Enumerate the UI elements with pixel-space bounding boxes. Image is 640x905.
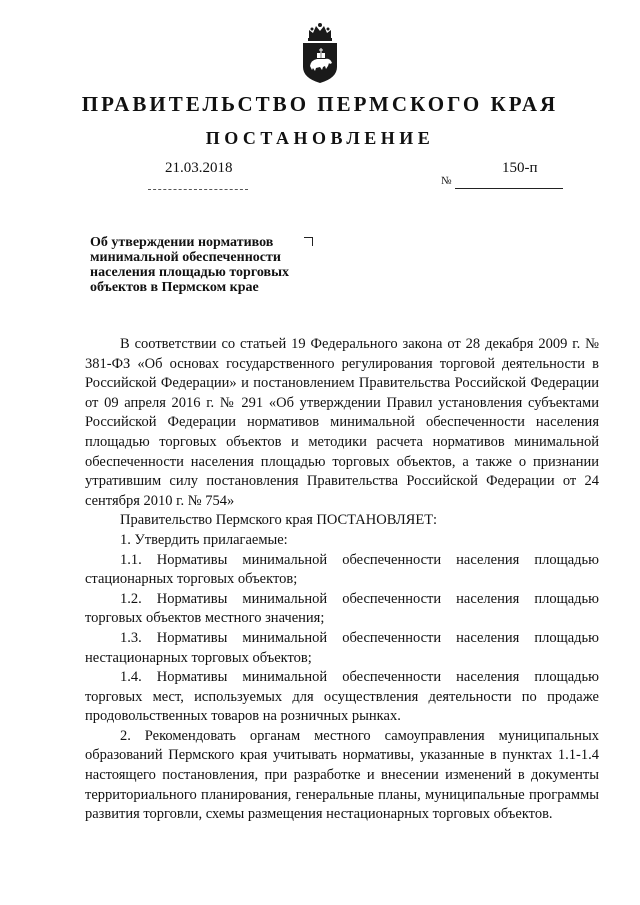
subject-line: Об утверждении нормативов — [90, 235, 274, 250]
document-subject — [90, 235, 320, 295]
subject-line: минимальной обеспеченности — [90, 250, 281, 265]
body-paragraph: 2. Рекомендовать органам местного самоуправления муниципальных образований Пермского края учитывать нормативы, указанные в пунктах 1.1-1.4 настоящего постановления, при разработке и внесении изменений в документы территориального планирования, генеральные планы, муниципальные программы развития торговли, схемы размещения нестационарных торговых объектов. — [85, 727, 599, 823]
body-paragraph: 1.1. Нормативы минимальной обеспеченности населения площадью стационарных торговых объектов; — [85, 551, 599, 588]
number-sign: № — [441, 175, 452, 187]
body-paragraph: 1.2. Нормативы минимальной обеспеченности населения площадью торговых объектов местного значения; — [85, 590, 599, 627]
document-number: 150-п — [502, 160, 538, 176]
body-paragraph: 1.4. Нормативы минимальной обеспеченности населения площадью торговых мест, используемых для осуществления деятельности по продаже продовольственных товаров на розничных рынках. — [85, 669, 599, 725]
subject-line: населения площадью торговых — [90, 265, 289, 280]
number-underline — [455, 188, 563, 189]
document-body — [85, 335, 599, 825]
document-type-heading: ПОСТАНОВЛЕНИЕ — [205, 128, 435, 148]
subject-corner-mark — [304, 237, 313, 246]
subject-line: объектов в Пермском крае — [90, 280, 259, 295]
body-paragraph: Правительство Пермского края ПОСТАНОВЛЯЕТ: — [120, 512, 438, 529]
perm-krai-coat-of-arms-icon — [300, 22, 340, 84]
body-paragraph: В соответствии со статьей 19 Федерального закона от 28 декабря 2009 г. № 381-ФЗ «Об основах государственного регулирования торговой деятельности в Российской Федерации» и постановлением Правительства Российской Федерации от 09 апреля 2016 г. № 291 «Об утверждении Правил установления субъектами Российской Федерации нормативов минимальной обеспеченности населения площадью торговых объектов и методики расчета нормативов минимальной обеспеченности населения площадью торговых объектов, а также о признании утратившим силу постановления Правительства Российской Федерации от 24 сентября 2010 г. № 754» — [85, 336, 599, 509]
organization-title: ПРАВИТЕЛЬСТВО ПЕРМСКОГО КРАЯ — [81, 92, 559, 116]
body-paragraph: 1. Утвердить прилагаемые: — [120, 531, 288, 548]
document-date: 21.03.2018 — [165, 160, 233, 176]
body-paragraph: 1.3. Нормативы минимальной обеспеченности населения площадью нестационарных торговых объектов; — [85, 629, 599, 666]
date-underline — [148, 189, 248, 190]
